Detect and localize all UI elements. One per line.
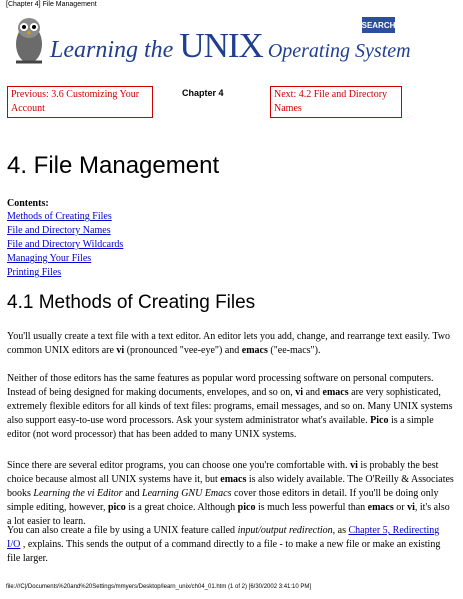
p2-text-d: is a simple editor (not word processor) that has been added to many UNIX systems. bbox=[7, 415, 434, 440]
contents-label: Contents: bbox=[7, 198, 49, 209]
p3-book-emacs: Learning GNU Emacs bbox=[142, 488, 232, 499]
p1-text-b: (pronounced "vee-eye") and bbox=[124, 345, 242, 356]
banner-text-2: UNIX bbox=[179, 26, 263, 65]
p3-text-b: is probably the best choice because almost all UNIX systems have it, but bbox=[7, 460, 439, 485]
toc-link-names[interactable]: File and Directory Names bbox=[7, 225, 111, 236]
toc-item bbox=[7, 210, 123, 224]
next-link[interactable]: Next: 4.2 File and Directory Names bbox=[270, 86, 402, 118]
p1-vi: vi bbox=[116, 345, 125, 356]
p4-term: input/output redirection bbox=[237, 525, 333, 536]
paragraph-2 bbox=[7, 372, 455, 442]
toc-link-wildcards[interactable]: File and Directory Wildcards bbox=[7, 239, 124, 250]
toc-link-managing[interactable]: Managing Your Files bbox=[7, 253, 92, 264]
p3-book-vi: Learning the vi Editor bbox=[33, 488, 123, 499]
search-button[interactable]: SEARCH bbox=[362, 17, 395, 33]
toc-link-printing[interactable]: Printing Files bbox=[7, 267, 62, 278]
paragraph-3 bbox=[7, 459, 455, 529]
p4-text-a: You can also create a file by using a UNIX feature called bbox=[7, 525, 238, 536]
chapter-label: Chapter 4 bbox=[182, 88, 224, 98]
chapter5-link[interactable]: Chapter 5, Redirecting I/O bbox=[7, 525, 440, 550]
paragraph-1 bbox=[7, 330, 455, 358]
window-title: [Chapter 4] File Management bbox=[6, 1, 97, 8]
p1-text-a: You'll usually create a text file with a text editor. An editor lets you add, change, and rearrange text easily. Two common UNIX editors are bbox=[7, 331, 451, 356]
p3-text-f: is a great choice. Although bbox=[125, 502, 238, 513]
p2-vi: vi bbox=[295, 387, 304, 398]
previous-link[interactable]: Previous: 3.6 Customizing Your Account bbox=[7, 86, 153, 118]
banner-text-1: Learning the bbox=[50, 37, 180, 63]
p3-emacs-2: emacs bbox=[367, 502, 394, 513]
book-banner bbox=[50, 26, 411, 66]
status-footer: file:///C|/Documents%20and%20Settings/mmyers/Desktop/learn_unix/ch04_01.htm (1 of 2) [6/30/2002 3:41:10 PM] bbox=[6, 584, 312, 590]
toc-list bbox=[7, 210, 123, 280]
toc-link-methods[interactable]: Methods of Creating Files bbox=[7, 211, 112, 222]
banner-text-3: Operating System bbox=[262, 40, 411, 62]
p1-text-c: ("ee-macs"). bbox=[267, 345, 321, 356]
p3-text-h: or bbox=[393, 502, 408, 513]
p4-text-c: , explains. This sends the output of a command directly to a file - to make a new file or make an existing file larger. bbox=[7, 539, 441, 564]
p2-emacs: emacs bbox=[322, 387, 349, 398]
p1-emacs: emacs bbox=[241, 345, 268, 356]
owl-logo-icon bbox=[6, 12, 52, 68]
section-heading: 4.1 Methods of Creating Files bbox=[7, 292, 256, 313]
p2-text-b: and bbox=[303, 387, 323, 398]
p3-emacs: emacs bbox=[220, 474, 247, 485]
p2-pico: Pico bbox=[370, 415, 389, 426]
p3-pico: pico bbox=[107, 502, 126, 513]
toc-item bbox=[7, 224, 123, 238]
toc-item bbox=[7, 238, 123, 252]
p2-text-c: are very sophisticated, extremely flexible editors for all kinds of text files: programs, email messages, and so on. Many UNIX systems also support easy-to-use word processors. Ask your system administrator what's available. bbox=[7, 387, 453, 426]
paragraph-4 bbox=[7, 524, 455, 566]
p3-pico-2: pico bbox=[237, 502, 256, 513]
p3-text-i: , it's also a lot easier to learn. bbox=[7, 502, 450, 527]
p3-vi-2: vi bbox=[407, 502, 415, 513]
p3-text-a: Since there are several editor programs, you can choose one you're comfortable with. bbox=[7, 460, 351, 471]
toc-item bbox=[7, 266, 123, 280]
p3-text-c: is also widely available. The O'Reilly & Associates books bbox=[7, 474, 454, 499]
page-title: 4. File Management bbox=[7, 152, 220, 179]
p3-text-e: cover those editors in detail. If you'll be doing only simple editing, however, bbox=[7, 488, 439, 513]
p3-text-g: is much less powerful than bbox=[255, 502, 368, 513]
p3-vi: vi bbox=[350, 460, 358, 471]
p4-text-b: , as bbox=[332, 525, 349, 536]
p2-text-a: Neither of those editors has the same features as popular word processing software on personal computers. Instead of being designed for making documents, envelopes, and so on, bbox=[7, 373, 434, 398]
p3-text-d: and bbox=[122, 488, 143, 499]
toc-item bbox=[7, 252, 123, 266]
